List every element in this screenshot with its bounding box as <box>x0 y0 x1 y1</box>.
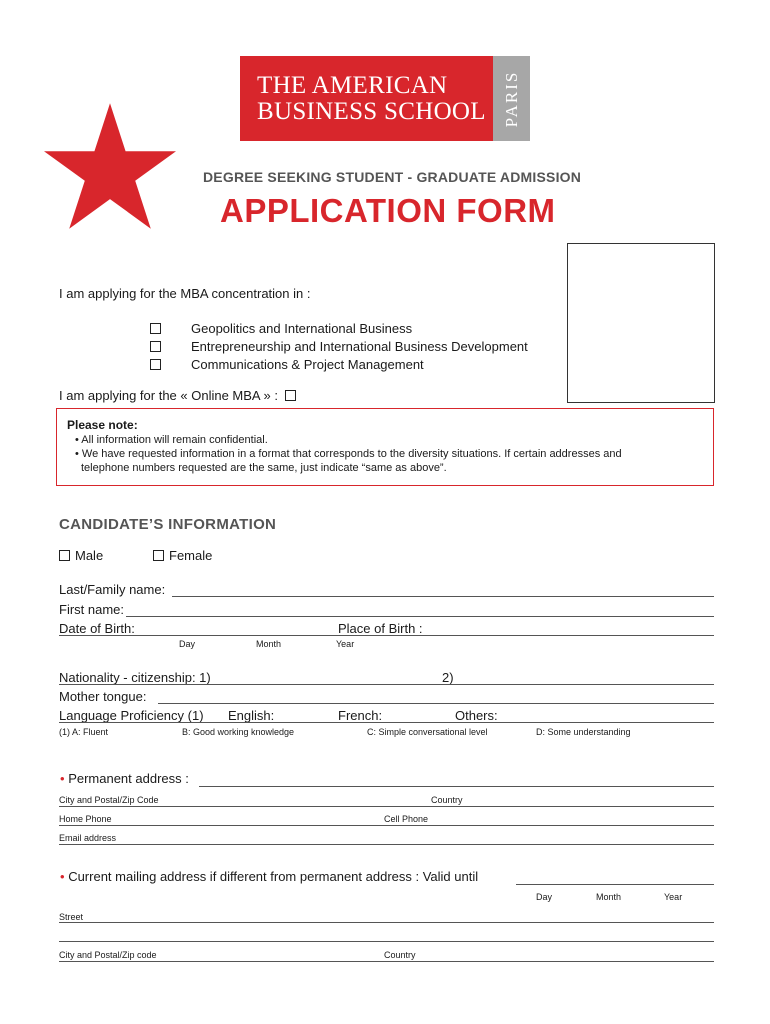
concentration-option[interactable] <box>150 355 528 373</box>
checkbox[interactable] <box>150 341 161 352</box>
permanent-city-label: City and Postal/Zip Code <box>59 795 159 805</box>
language-field[interactable] <box>59 722 714 723</box>
gender-label: Male <box>75 548 104 563</box>
checkbox[interactable] <box>59 550 70 561</box>
mailing-address-label: Current mailing address if different from permanent address : Valid until <box>68 869 479 884</box>
candidate-section-heading: CANDIDATE’S INFORMATION <box>59 516 277 533</box>
form-subtitle: DEGREE SEEKING STUDENT - GRADUATE ADMISSION <box>203 169 582 185</box>
checkbox[interactable] <box>153 550 164 561</box>
permanent-city-field[interactable] <box>59 806 714 807</box>
street-field[interactable] <box>59 922 714 923</box>
dob-day-label: Day <box>179 639 196 649</box>
mother-tongue-field[interactable] <box>158 703 714 704</box>
phone-field[interactable] <box>59 825 714 826</box>
valid-until-field[interactable] <box>516 884 714 885</box>
logo-line-1: THE AMERICAN <box>257 71 448 99</box>
english-label: English: <box>228 708 275 723</box>
mailing-city-label: City and Postal/Zip code <box>59 950 157 960</box>
bullet-icon: • <box>60 771 65 786</box>
school-logo <box>240 56 530 141</box>
gender-female[interactable] <box>153 548 212 563</box>
dob-month-label: Month <box>256 639 282 649</box>
dob-year-label: Year <box>336 639 355 649</box>
checkbox[interactable] <box>150 323 161 334</box>
first-name-label: First name: <box>59 602 125 617</box>
last-name-label: Last/Family name: <box>59 582 166 597</box>
note-item: • All information will remain confidential. <box>75 434 268 446</box>
french-label: French: <box>338 708 383 723</box>
nationality-label: Nationality - citizenship: 1) <box>59 670 211 685</box>
gender-male[interactable] <box>59 548 103 563</box>
valid-day-label: Day <box>536 892 553 902</box>
star-logo-icon <box>44 96 176 236</box>
others-label: Others: <box>455 708 498 723</box>
permanent-address-field[interactable] <box>199 786 714 787</box>
logo-side-text: PARIS <box>501 70 521 127</box>
dob-label: Date of Birth: <box>59 621 135 636</box>
note-item-continued: telephone numbers requested are the same, just indicate “same as above”. <box>81 462 447 474</box>
concentration-option[interactable] <box>150 319 528 337</box>
first-name-field[interactable] <box>126 616 714 617</box>
permanent-country-label: Country <box>431 795 463 805</box>
scale-a: (1) A: Fluent <box>59 727 109 737</box>
street-label: Street <box>59 912 84 922</box>
option-label: Geopolitics and International Business <box>191 320 413 336</box>
logo-side-panel <box>493 56 530 141</box>
scale-c: C: Simple conversational level <box>367 727 488 737</box>
concentration-prompt: I am applying for the MBA concentration in : <box>59 286 311 301</box>
note-box <box>56 408 714 486</box>
concentration-option[interactable] <box>150 337 528 355</box>
bullet-icon: • <box>60 869 65 884</box>
checkbox[interactable] <box>150 359 161 370</box>
permanent-address-label: Permanent address : <box>68 771 189 786</box>
mailing-address-heading <box>60 869 478 884</box>
nationality-2-label: 2) <box>442 670 454 685</box>
pob-label: Place of Birth : <box>338 621 423 636</box>
nationality-field[interactable] <box>59 684 714 685</box>
note-heading: Please note: <box>67 418 138 432</box>
photo-box[interactable] <box>567 243 715 403</box>
valid-year-label: Year <box>664 892 683 902</box>
email-label: Email address <box>59 833 117 843</box>
dob-pob-field[interactable] <box>59 635 714 636</box>
mother-tongue-label: Mother tongue: <box>59 689 147 704</box>
note-item: • We have requested information in a format that corresponds to the diversity situations. If certain addresses and <box>75 448 622 460</box>
option-label: Communications & Project Management <box>191 356 424 372</box>
permanent-address-heading <box>60 771 189 786</box>
logo-line-2: BUSINESS SCHOOL <box>257 97 486 125</box>
last-name-field[interactable] <box>172 596 714 597</box>
online-mba-label: I am applying for the « Online MBA » : <box>59 388 278 403</box>
gender-label: Female <box>169 548 213 563</box>
home-phone-label: Home Phone <box>59 814 112 824</box>
option-label: Entrepreneurship and International Business Development <box>191 338 528 354</box>
mailing-city-field[interactable] <box>59 961 714 962</box>
mailing-country-label: Country <box>384 950 416 960</box>
scale-b: B: Good working knowledge <box>182 727 295 737</box>
street-field-2[interactable] <box>59 941 714 942</box>
online-mba-checkbox[interactable] <box>285 390 296 401</box>
scale-d: D: Some understanding <box>536 727 631 737</box>
language-proficiency-label: Language Proficiency (1) <box>59 708 204 723</box>
online-mba-row <box>59 388 296 403</box>
cell-phone-label: Cell Phone <box>384 814 429 824</box>
form-title: APPLICATION FORM <box>220 192 556 229</box>
email-field[interactable] <box>59 844 714 845</box>
valid-month-label: Month <box>596 892 622 902</box>
logo-wordmark <box>240 56 493 141</box>
concentration-options <box>150 319 528 373</box>
